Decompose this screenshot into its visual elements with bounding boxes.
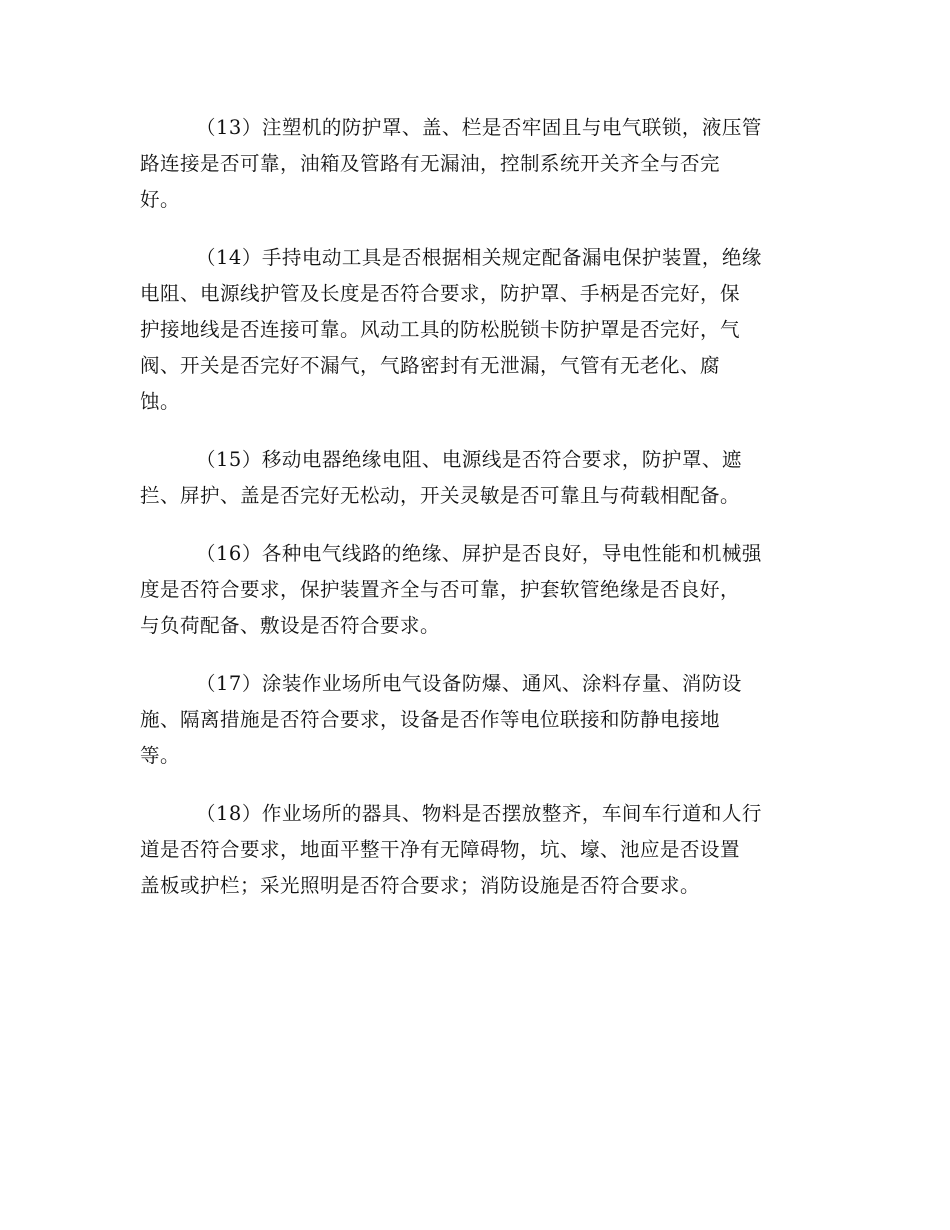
paragraph-line: 度是否符合要求，保护装置齐全与否可靠，护套软管绝缘是否良好，: [140, 578, 741, 601]
paragraph-line: 施、隔离措施是否符合要求，设备是否作等电位联接和防静电接地: [140, 708, 721, 731]
paragraph-14: [140, 240, 810, 420]
paragraph-line: 路连接是否可靠，油箱及管路有无漏油，控制系统开关齐全与否完: [140, 152, 721, 175]
paragraph-15: [140, 442, 810, 514]
paragraph-18: [140, 796, 810, 904]
paragraph-line: 好。: [140, 188, 181, 211]
paragraph-line: （13）注塑机的防护罩、盖、栏是否牢固且与电气联锁，液压管: [196, 116, 762, 139]
paragraph-line: 盖板或护栏；采光照明是否符合要求；消防设施是否符合要求。: [140, 874, 701, 897]
document-body: [140, 110, 810, 926]
paragraph-line: 阀、开关是否完好不漏气，气路密封有无泄漏，气管有无老化、腐: [140, 354, 721, 377]
paragraph-line: （14）手持电动工具是否根据相关规定配备漏电保护装置，绝缘: [196, 246, 762, 269]
paragraph-line: （18）作业场所的器具、物料是否摆放整齐，车间车行道和人行: [196, 802, 762, 825]
paragraph-line: 道是否符合要求，地面平整干净有无障碍物，坑、壕、池应是否设置: [140, 838, 741, 861]
paragraph-line: 与负荷配备、敷设是否符合要求。: [140, 614, 441, 637]
paragraph-line: 电阻、电源线护管及长度是否符合要求，防护罩、手柄是否完好，保: [140, 282, 741, 305]
paragraph-line: （16）各种电气线路的绝缘、屏护是否良好，导电性能和机械强: [196, 542, 762, 565]
paragraph-line: 蚀。: [140, 390, 181, 413]
paragraph-line: （17）涂装作业场所电气设备防爆、通风、涂料存量、消防设: [196, 672, 742, 695]
paragraph-line: 拦、屏护、盖是否完好无松动，开关灵敏是否可靠且与荷载相配备。: [140, 484, 741, 507]
paragraph-16: [140, 536, 810, 644]
paragraph-line: 护接地线是否连接可靠。风动工具的防松脱锁卡防护罩是否完好，气: [140, 318, 741, 341]
paragraph-13: [140, 110, 810, 218]
paragraph-17: [140, 666, 810, 774]
paragraph-line: 等。: [140, 744, 181, 767]
paragraph-line: （15）移动电器绝缘电阻、电源线是否符合要求，防护罩、遮: [196, 448, 742, 471]
